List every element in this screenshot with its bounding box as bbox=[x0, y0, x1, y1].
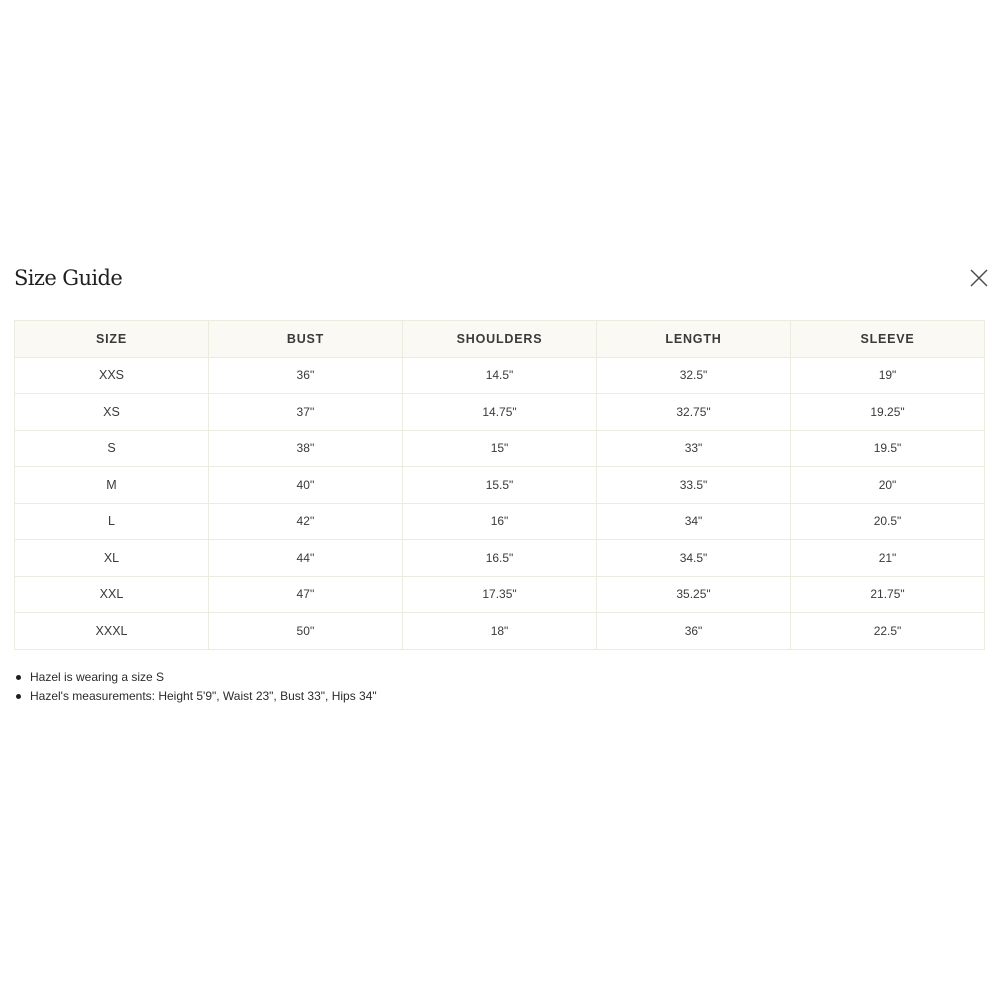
table-row bbox=[15, 467, 985, 504]
cell-bust: 37'' bbox=[209, 394, 403, 431]
cell-size: M bbox=[15, 467, 209, 504]
cell-bust: 40'' bbox=[209, 467, 403, 504]
cell-size: XXL bbox=[15, 576, 209, 613]
cell-bust: 36'' bbox=[209, 357, 403, 394]
cell-bust: 47'' bbox=[209, 576, 403, 613]
cell-sleeve: 19" bbox=[791, 357, 985, 394]
cell-bust: 38'' bbox=[209, 430, 403, 467]
cell-sleeve: 21.75" bbox=[791, 576, 985, 613]
cell-length: 34.5" bbox=[597, 540, 791, 577]
cell-shoulders: 14.5" bbox=[403, 357, 597, 394]
cell-length: 32.75" bbox=[597, 394, 791, 431]
cell-length: 36" bbox=[597, 613, 791, 650]
cell-sleeve: 20" bbox=[791, 467, 985, 504]
cell-sleeve: 19.25" bbox=[791, 394, 985, 431]
cell-shoulders: 16" bbox=[403, 503, 597, 540]
cell-sleeve: 19.5" bbox=[791, 430, 985, 467]
model-notes-list bbox=[14, 668, 377, 706]
cell-size: XXXL bbox=[15, 613, 209, 650]
cell-size: L bbox=[15, 503, 209, 540]
table-row bbox=[15, 540, 985, 577]
cell-shoulders: 18" bbox=[403, 613, 597, 650]
cell-shoulders: 15.5" bbox=[403, 467, 597, 504]
cell-length: 32.5" bbox=[597, 357, 791, 394]
cell-bust: 42'' bbox=[209, 503, 403, 540]
cell-shoulders: 16.5" bbox=[403, 540, 597, 577]
cell-length: 33.5" bbox=[597, 467, 791, 504]
table-row bbox=[15, 613, 985, 650]
close-button[interactable] bbox=[968, 267, 990, 289]
cell-bust: 50'' bbox=[209, 613, 403, 650]
cell-length: 33" bbox=[597, 430, 791, 467]
cell-size: S bbox=[15, 430, 209, 467]
table-row bbox=[15, 394, 985, 431]
cell-sleeve: 22.5" bbox=[791, 613, 985, 650]
header-length: LENGTH bbox=[597, 321, 791, 358]
cell-sleeve: 21" bbox=[791, 540, 985, 577]
table-row bbox=[15, 357, 985, 394]
modal-title: Size Guide bbox=[14, 266, 123, 290]
header-sleeve: SLEEVE bbox=[791, 321, 985, 358]
cell-length: 35.25" bbox=[597, 576, 791, 613]
list-item: Hazel's measurements: Height 5'9", Waist 23", Bust 33", Hips 34" bbox=[14, 687, 377, 706]
cell-sleeve: 20.5" bbox=[791, 503, 985, 540]
cell-size: XS bbox=[15, 394, 209, 431]
cell-bust: 44'' bbox=[209, 540, 403, 577]
cell-shoulders: 17.35" bbox=[403, 576, 597, 613]
table-row bbox=[15, 576, 985, 613]
cell-size: XL bbox=[15, 540, 209, 577]
header-shoulders: SHOULDERS bbox=[403, 321, 597, 358]
header-size: SIZE bbox=[15, 321, 209, 358]
cell-length: 34" bbox=[597, 503, 791, 540]
list-item: Hazel is wearing a size S bbox=[14, 668, 377, 687]
header-bust: BUST bbox=[209, 321, 403, 358]
table-row bbox=[15, 503, 985, 540]
cell-size: XXS bbox=[15, 357, 209, 394]
cell-shoulders: 14.75" bbox=[403, 394, 597, 431]
cell-shoulders: 15" bbox=[403, 430, 597, 467]
table-header-row bbox=[15, 321, 985, 358]
close-icon bbox=[968, 267, 990, 289]
size-table bbox=[14, 320, 985, 650]
table-row bbox=[15, 430, 985, 467]
